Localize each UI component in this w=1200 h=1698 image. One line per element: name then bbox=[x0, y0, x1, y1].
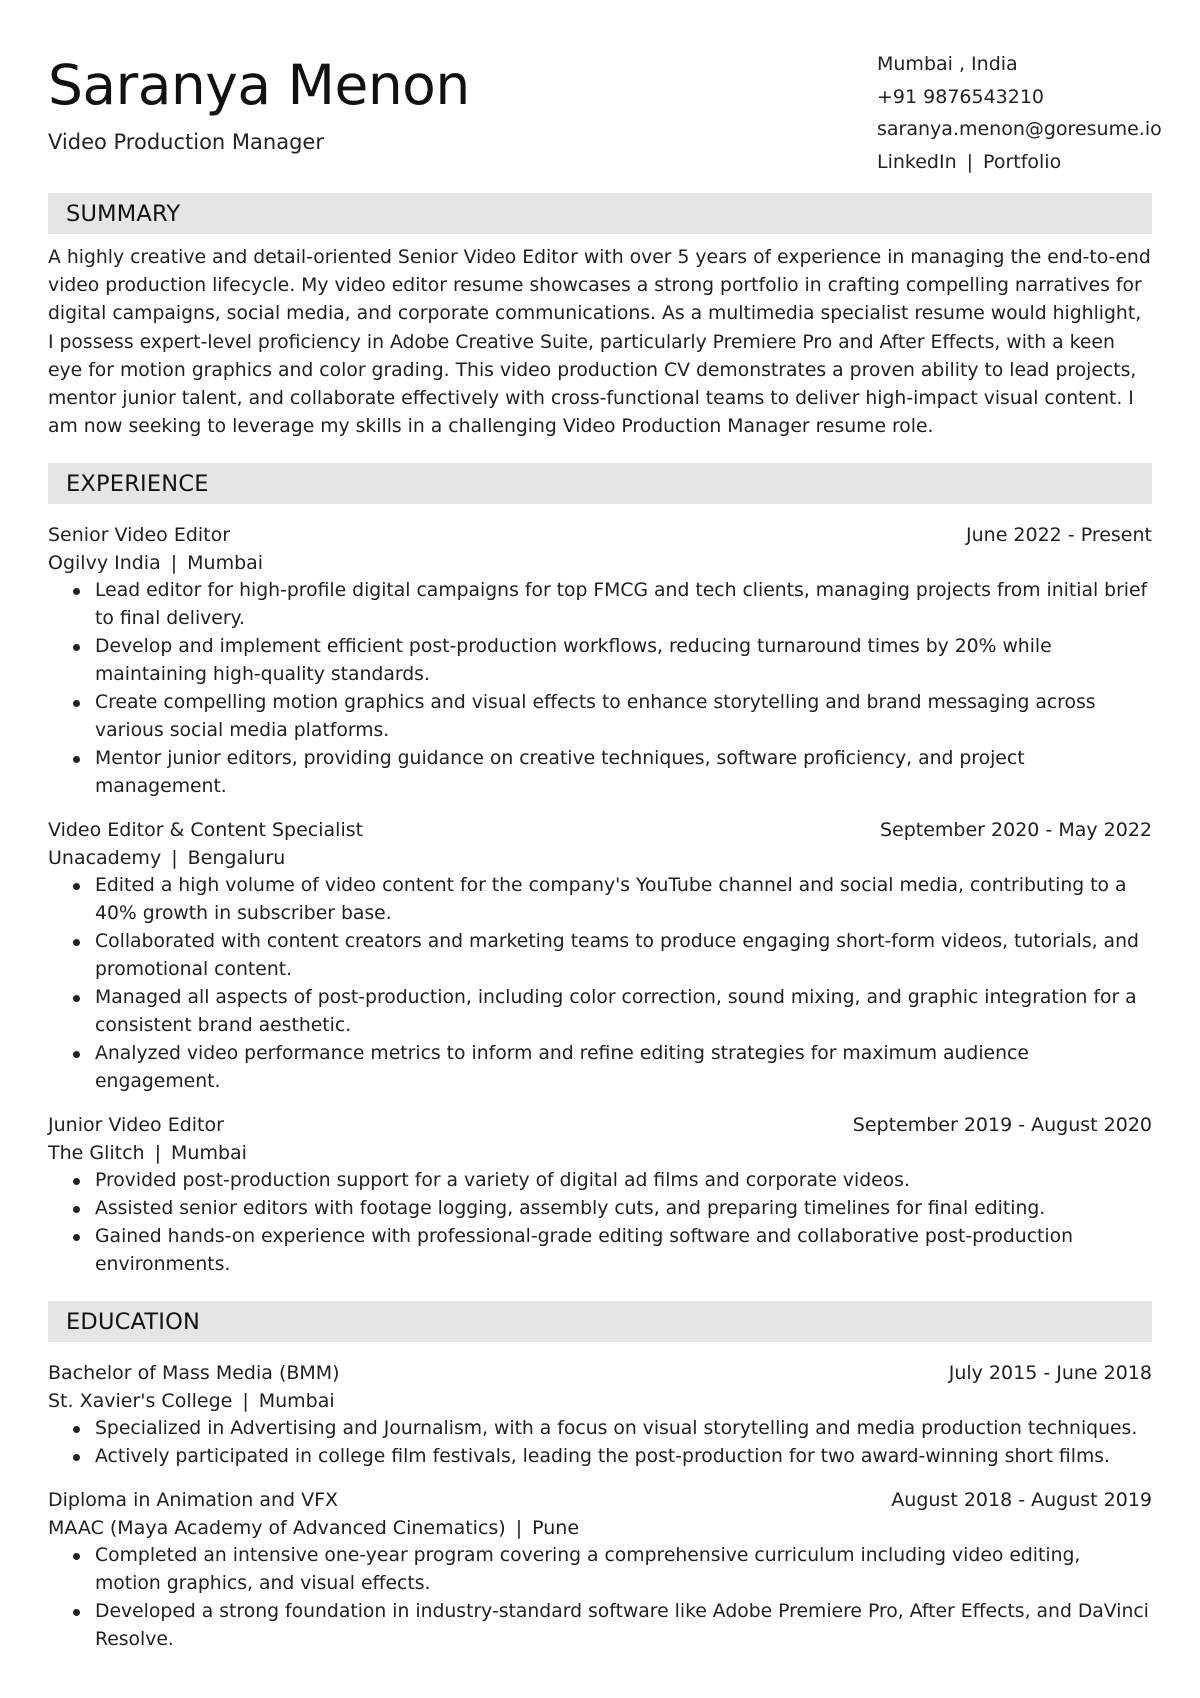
list-item: Assisted senior editors with footage logging, assembly cuts, and preparing timelines for final editing. bbox=[95, 1195, 1152, 1223]
contact-location: Mumbai , India bbox=[877, 53, 1018, 75]
education-header-row bbox=[48, 1487, 1152, 1515]
school-separator: | bbox=[242, 1389, 249, 1412]
education-school: St. Xavier's College bbox=[48, 1389, 233, 1412]
list-item: Managed all aspects of post-production, including color correction, sound mixing, and graphic integration for a consistent brand aesthetic. bbox=[95, 984, 1152, 1040]
education-section bbox=[48, 1301, 1152, 1654]
list-item: Gained hands-on experience with professional-grade editing software and collaborative post-production environments. bbox=[95, 1223, 1152, 1279]
job-bullets bbox=[48, 577, 1152, 801]
job-header-row bbox=[48, 817, 1152, 845]
list-item: Actively participated in college film festivals, leading the post-production for two award-winning short films. bbox=[95, 1443, 1152, 1471]
job-location: Mumbai bbox=[187, 551, 264, 574]
list-item: Analyzed video performance metrics to inform and refine editing strategies for maximum audience engagement. bbox=[95, 1040, 1152, 1096]
job-role: Junior Video Editor bbox=[48, 1114, 224, 1137]
contact-phone[interactable]: +91 9876543210 bbox=[877, 85, 1045, 108]
list-item: Collaborated with content creators and marketing teams to produce engaging short-form videos, tutorials, and promotional content. bbox=[95, 928, 1152, 984]
linkedin-link[interactable]: LinkedIn bbox=[877, 150, 957, 173]
school-separator: | bbox=[515, 1516, 523, 1539]
list-item: Edited a high volume of video content for the company's YouTube channel and social media, contributing to a 40% growth in subscriber base. bbox=[95, 872, 1152, 928]
summary-section bbox=[48, 193, 1152, 441]
education-location: Pune bbox=[532, 1516, 580, 1539]
resume-header bbox=[48, 0, 1162, 193]
job-company: The Glitch bbox=[48, 1141, 145, 1164]
job-role: Video Editor & Content Specialist bbox=[48, 819, 364, 842]
job-entry bbox=[48, 1112, 1152, 1279]
experience-heading: EXPERIENCE bbox=[48, 463, 1152, 504]
list-item: Specialized in Advertising and Journalism, with a focus on visual storytelling and media production techniques. bbox=[95, 1415, 1152, 1443]
list-item: Mentor junior editors, providing guidance on creative techniques, software proficiency, and project management. bbox=[95, 745, 1152, 801]
education-heading: EDUCATION bbox=[48, 1301, 1152, 1342]
job-header-row bbox=[48, 522, 1152, 550]
portfolio-link[interactable]: Portfolio bbox=[983, 150, 1062, 173]
company-separator: | bbox=[170, 551, 178, 574]
job-bullets bbox=[48, 1167, 1152, 1279]
list-item: Completed an intensive one-year program covering a comprehensive curriculum including video editing, motion graphics, and visual effects. bbox=[95, 1542, 1152, 1598]
job-bullets bbox=[48, 872, 1152, 1096]
education-degree: Diploma in Animation and VFX bbox=[48, 1489, 339, 1512]
education-school-row bbox=[48, 1388, 1152, 1416]
experience-section bbox=[48, 463, 1152, 1279]
list-item: Develop and implement efficient post-production workflows, reducing turnaround times by 20% while maintaining high-quality standards. bbox=[95, 633, 1152, 689]
job-company: Unacademy bbox=[48, 846, 162, 869]
education-dates: July 2015 - June 2018 bbox=[948, 1362, 1152, 1385]
education-dates: August 2018 - August 2019 bbox=[891, 1489, 1152, 1512]
contact-block bbox=[877, 48, 1162, 178]
education-location: Mumbai bbox=[258, 1389, 335, 1412]
job-company-row bbox=[48, 845, 1152, 873]
job-role: Senior Video Editor bbox=[48, 524, 231, 547]
education-bullets bbox=[48, 1542, 1152, 1654]
job-company: Ogilvy India bbox=[48, 551, 161, 574]
list-item: Lead editor for high-profile digital campaigns for top FMCG and tech clients, managing projects from initial brief to final delivery. bbox=[95, 577, 1152, 633]
education-bullets bbox=[48, 1415, 1152, 1471]
education-degree: Bachelor of Mass Media (BMM) bbox=[48, 1362, 340, 1385]
education-entry bbox=[48, 1360, 1152, 1471]
job-dates: September 2019 - August 2020 bbox=[852, 1114, 1152, 1137]
job-company-row bbox=[48, 1140, 1152, 1168]
education-header-row bbox=[48, 1360, 1152, 1388]
job-dates: June 2022 - Present bbox=[966, 524, 1152, 547]
summary-text: A highly creative and detail-oriented Senior Video Editor with over 5 years of experience in managing the end-to-end video production lifecycle. My video editor resume showcases a strong portfolio in crafting compelling narratives for digital campaigns, social media, and corporate communications. As a multimedia specialist resume would highlight, I possess expert-level proficiency in Adobe Creative Suite, particularly Premiere Pro and After Effects, with a keen eye for motion graphics and color grading. This video production CV demonstrates a proven ability to lead projects, mentor junior talent, and collaborate effectively with cross-functional teams to deliver high-impact visual content. I am now seeking to leverage my skills in a challenging Video Production Manager resume role. bbox=[48, 247, 1151, 438]
education-school: MAAC (Maya Academy of Advanced Cinematics) bbox=[48, 1516, 506, 1539]
job-company-row bbox=[48, 550, 1152, 578]
company-separator: | bbox=[154, 1141, 162, 1164]
job-entry bbox=[48, 817, 1152, 1096]
contact-email[interactable]: saranya.menon@goresume.io bbox=[877, 118, 1162, 140]
job-location: Mumbai bbox=[171, 1141, 247, 1164]
summary-heading: SUMMARY bbox=[48, 193, 1152, 234]
job-dates: September 2020 - May 2022 bbox=[879, 819, 1152, 842]
candidate-title: Video Production Manager bbox=[48, 130, 324, 154]
list-item: Developed a strong foundation in industry-standard software like Adobe Premiere Pro, After Effects, and DaVinci Resolve. bbox=[95, 1598, 1152, 1654]
job-location: Bengaluru bbox=[187, 846, 286, 869]
contact-links bbox=[877, 146, 1152, 179]
education-school-row bbox=[48, 1515, 1152, 1543]
list-item: Create compelling motion graphics and visual effects to enhance storytelling and brand messaging across various social media platforms. bbox=[95, 689, 1152, 745]
list-item: Provided post-production support for a variety of digital ad films and corporate videos. bbox=[95, 1167, 1152, 1195]
job-header-row bbox=[48, 1112, 1152, 1140]
education-entry bbox=[48, 1487, 1152, 1654]
company-separator: | bbox=[171, 846, 178, 869]
link-separator: | bbox=[966, 150, 974, 173]
job-entry bbox=[48, 522, 1152, 801]
candidate-name: Saranya Menon bbox=[48, 53, 470, 117]
